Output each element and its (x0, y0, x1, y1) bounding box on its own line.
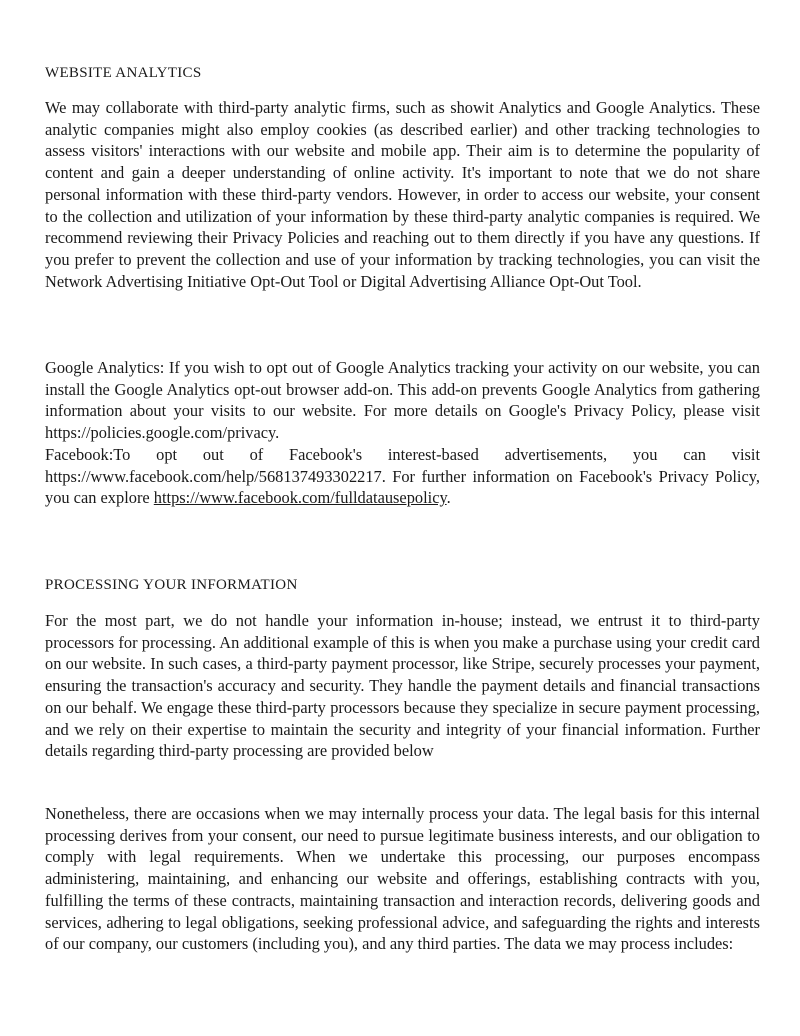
facebook-paragraph-text: Facebook:To opt out of Facebook's interest-based advertisements, you can visit https://www.facebook.com/help/568137493302217. For further information on Facebook's Privacy Policy, you can explore (45, 445, 760, 508)
website-analytics-section (45, 63, 760, 83)
processing-paragraph-2-container (45, 803, 760, 955)
facebook-paragraph-end: . (446, 488, 451, 508)
google-analytics-paragraph-container (45, 357, 760, 444)
processing-heading: PROCESSING YOUR INFORMATION (45, 577, 298, 593)
processing-section (45, 575, 760, 595)
google-analytics-paragraph: Google Analytics: If you wish to opt out of Google Analytics tracking your activity on our website, you can install the Google Analytics opt-out browser add-on. This add-on prevents Google Analytics from gathering information about your visits to our website. For more details on Google's Privacy Policy, please visit https://policies.google.com/privacy. (45, 358, 760, 443)
processing-paragraph-1-container (45, 610, 760, 762)
website-analytics-heading: WEBSITE ANALYTICS (45, 65, 202, 81)
processing-paragraph-2: Nonetheless, there are occasions when we may internally process your data. The legal basis for this internal processing derives from your consent, our need to pursue legitimate business interests, and our obligation to comply with legal requirements. When we undertake this processing, our purposes encompass administering, maintaining, and enhancing our website and offerings, establishing contracts with you, fulfilling the terms of these contracts, maintaining transaction and interaction records, delivering goods and services, adhering to legal obligations, seeking professional advice, and safeguarding the rights and interests of our company, our customers (including you), and any third parties. The data we may process includes: (45, 804, 760, 954)
processing-paragraph-1: For the most part, we do not handle your information in-house; instead, we entrust it to third-party processors for processing. An additional example of this is when you make a purchase using your credit card on our website. In such cases, a third-party payment processor, like Stripe, securely processes your payment, ensuring the transaction's accuracy and security. They handle the payment details and financial transactions on our behalf. We engage these third-party processors because they specialize in secure payment processing, and we rely on their expertise to maintain the security and integrity of your financial information. Further details regarding third-party processing are provided below (45, 611, 760, 761)
website-analytics-paragraph: We may collaborate with third-party analytic firms, such as showit Analytics and Google Analytics. These analytic companies might also employ cookies (as described earlier) and other tracking technologies to assess visitors' interactions with our website and mobile app. Their aim is to determine the popularity of content and gain a deeper understanding of online activity. It's important to note that we do not share personal information with these third-party vendors. However, in order to access our website, your consent to the collection and utilization of your information by these third-party analytic companies is required. We recommend reviewing their Privacy Policies and reaching out to them directly if you have any questions. If you prefer to prevent the collection and use of your information by tracking technologies, you can visit the Network Advertising Initiative Opt-Out Tool or Digital Advertising Alliance Opt-Out Tool. (45, 98, 760, 291)
facebook-paragraph-container (45, 444, 760, 509)
facebook-paragraph (45, 444, 760, 509)
facebook-data-policy-link[interactable]: https://www.facebook.com/fulldatausepolicy (153, 488, 447, 508)
website-analytics-paragraph-container (45, 97, 760, 292)
